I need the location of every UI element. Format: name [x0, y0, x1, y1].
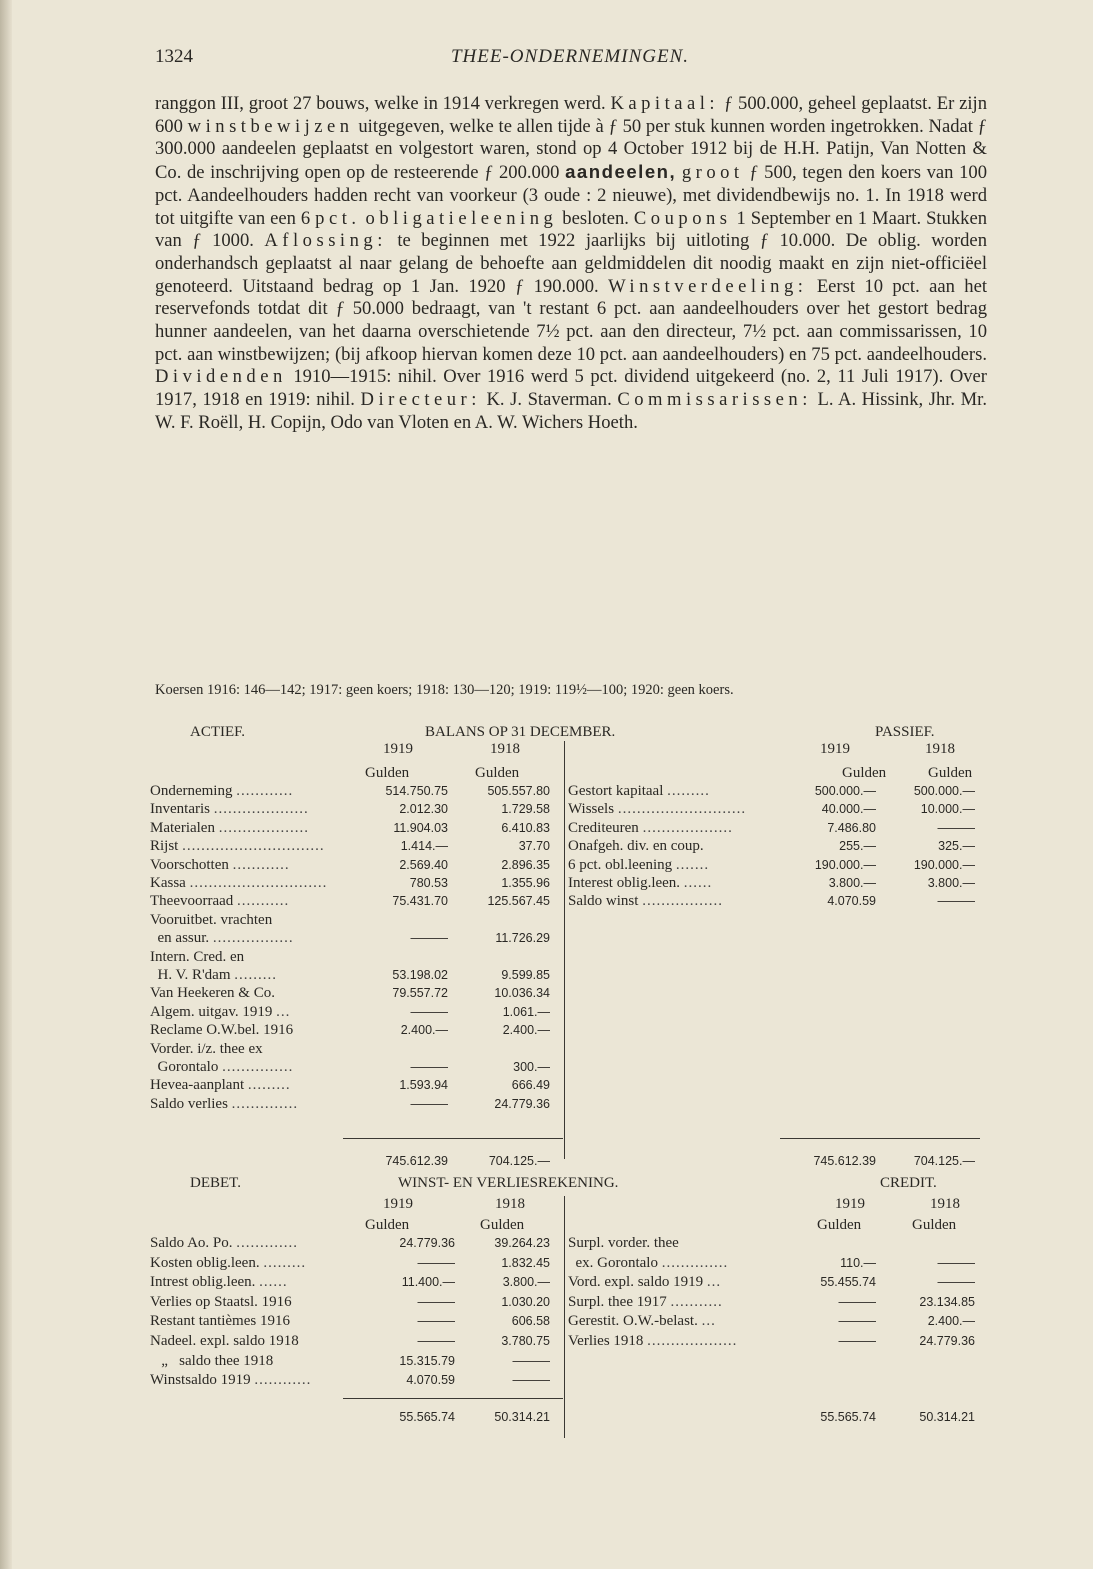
value-1918: 1.030.20 — [501, 1294, 550, 1309]
year-1918: 1918 — [490, 741, 520, 757]
text-run: ƒ 500, tegen den koers van 100 pct. Aandeelhouders hadden recht van voorkeur (3 oude : 2 nieuwe), met dividendbewijs no. 1. In 1918 werd tot uitgifte van een 6 — [155, 162, 987, 229]
text-run: L. A. Hissink, Jhr. Mr. W. F. Roëll, H. Copijn, Odo van Vloten en A. W. Wichers Hoeth. — [155, 389, 987, 433]
debet-label: DEBET. — [190, 1175, 241, 1191]
leader-dots: ............ — [254, 1372, 312, 1389]
running-title: THEE-ONDERNEMINGEN. — [450, 46, 689, 67]
value-1919: 4.070.59 — [827, 894, 876, 909]
text-run: 1 September en 1 Maart. Stukken van ƒ 1000. — [155, 207, 988, 252]
unit-gulden: Gulden — [365, 1217, 410, 1233]
row-label — [150, 986, 275, 1001]
text-run: 1910—1915: nihil. Over 1916 werd 5 pct. dividend uitgekeerd (no. 2, 11 Juli 1917). Over 1917, 1918 en 1919: nihil. — [155, 366, 987, 411]
year-1919: 1919 — [383, 1196, 413, 1212]
row-label — [150, 1236, 298, 1251]
actief-label: ACTIEF. — [190, 724, 246, 740]
leader-dots: ....... — [675, 856, 710, 873]
text-run: ƒ 500.000, geheel geplaatst. Er zijn 600 — [155, 93, 987, 137]
row-label — [150, 913, 272, 928]
value-1918: 10.000.— — [920, 802, 975, 817]
value-1918: 11.726.29 — [495, 931, 550, 946]
value-1918: 300.— — [513, 1060, 550, 1074]
row-label-text: Nadeel. expl. saldo 1918 — [150, 1333, 299, 1349]
spaced-label: Kapitaal: — [610, 93, 720, 114]
row-label-text: Gorontalo — [150, 1059, 219, 1075]
value-1918: 37.70 — [518, 839, 550, 854]
leader-dots: ................... — [218, 819, 309, 836]
row-label-text: Onafgeh. div. en coup. — [568, 838, 704, 855]
row-label-text: en assur. — [150, 930, 210, 947]
text-run: K. J. Staverman. — [486, 389, 612, 411]
value-1918: 500.000.— — [913, 784, 975, 798]
row-label-text: Gerestit. O.W.-belast. — [568, 1313, 698, 1330]
value-1919: 2.012.30 — [399, 802, 448, 817]
row-label — [150, 1060, 293, 1075]
value-1919: 15.315.79 — [399, 1353, 455, 1368]
unit-gulden: Gulden — [475, 765, 520, 781]
row-label — [150, 1023, 293, 1038]
text-run: Eerst 10 pct. aan het reservefonds totdat dit ƒ 50.000 bedraagt, van 't restant 6 pct. aan aandeelhouders over het gestort bedrag hunner aandeelen, van het daarna overschietende 7½ pct. aan den directeur, 7½ pct. aan commissarissen, 10 pct. aan winstbewijzen; (bij afkoop hiervan komen deze 10 pct. aan aandeelhouders) en 75 pct. aandeelhouders. — [155, 275, 988, 365]
row-label — [150, 802, 309, 817]
text-run: uitgegeven, welke te allen tijde à ƒ 50 per stuk kunnen worden ingetrokken. Nadat ƒ 300.000 aandeelen geplaatst en volgestort waren, stond op 4 October 1912 bij de H.H. Patijn, Van Notten & Co. de inschrijving open op de resteerende ƒ 200.000 — [155, 115, 987, 184]
leader-dots: ................. — [212, 930, 294, 947]
leader-dots: ................... — [642, 819, 733, 836]
leader-dots: ......... — [263, 1254, 307, 1271]
leader-dots: ......... — [667, 783, 710, 799]
value-1919: 4.070.59 — [406, 1373, 455, 1388]
value-1919: 75.431.70 — [392, 894, 448, 909]
actief-total-1919: 745.612.39 — [385, 1154, 448, 1168]
row-label-text: Algem. uitgav. 1919 — [150, 1003, 273, 1020]
row-label — [150, 1042, 263, 1057]
row-label-text: Vord. expl. saldo 1919 — [568, 1274, 704, 1291]
credit-label: CREDIT. — [880, 1175, 937, 1191]
leader-dots: ...... — [683, 875, 713, 891]
value-1919: 514.750.75 — [385, 784, 448, 798]
credit-total-1919: 55.565.74 — [820, 1410, 876, 1424]
value-1919: ——— — [417, 1314, 455, 1329]
leader-dots: ... — [276, 1003, 291, 1020]
year-1918: 1918 — [495, 1196, 525, 1212]
row-label — [568, 784, 710, 799]
value-1919: 40.000.— — [821, 802, 876, 817]
row-label-text: Verlies op Staatsl. 1916 — [150, 1293, 292, 1310]
column-divider — [564, 741, 565, 1159]
value-1919: 2.569.40 — [399, 857, 448, 872]
row-label-text: Surpl. thee 1917 — [568, 1293, 667, 1310]
text-run: ranggon III, groot 27 bouws, welke in 1914 verkregen werd. — [155, 93, 606, 114]
value-1918: 6.410.83 — [501, 820, 550, 835]
leader-dots: .................... — [213, 801, 309, 818]
value-1919: 7.486.80 — [827, 820, 876, 835]
spaced-label: obligatieleening — [365, 207, 558, 229]
leader-dots: ................... — [647, 1333, 738, 1349]
row-label — [150, 1097, 298, 1112]
row-label — [568, 894, 723, 909]
row-label-text: Hevea-aanplant — [150, 1077, 245, 1094]
row-label — [150, 821, 309, 836]
unit-gulden: Gulden — [817, 1217, 862, 1233]
value-1919: ——— — [410, 931, 448, 946]
row-label — [568, 1295, 723, 1310]
year-1918: 1918 — [930, 1196, 960, 1212]
row-label-text: 6 pct. obl.leening — [568, 856, 673, 873]
value-1918: ——— — [937, 1275, 975, 1290]
row-label-text: Intrest oblig.leen. — [150, 1274, 256, 1291]
passief-label: PASSIEF. — [875, 724, 935, 740]
row-label — [568, 858, 709, 873]
leader-dots: ......... — [234, 967, 277, 983]
row-label-text: Reclame O.W.bel. 1916 — [150, 1022, 294, 1039]
row-label-text: Van Heekeren & Co. — [150, 985, 275, 1002]
spaced-label: winstbewijzen — [187, 115, 354, 137]
debet-total-1919: 55.565.74 — [399, 1410, 455, 1424]
year-1918: 1918 — [925, 741, 955, 757]
value-1918: 24.779.36 — [494, 1096, 550, 1111]
leader-dots: .............................. — [182, 838, 325, 855]
leader-dots: ... — [701, 1313, 716, 1330]
value-1919: ——— — [410, 1096, 448, 1111]
value-1918: 1.832.45 — [501, 1255, 550, 1270]
value-1919: ——— — [417, 1294, 455, 1309]
total-rule — [343, 1138, 563, 1139]
value-1918: 3.800.— — [502, 1275, 550, 1290]
credit-total-1918: 50.314.21 — [919, 1410, 975, 1424]
value-1919: 190.000.— — [814, 857, 876, 872]
leader-dots: .............. — [231, 1095, 299, 1112]
value-1919: ——— — [838, 1334, 876, 1348]
value-1918: ——— — [512, 1373, 550, 1388]
row-label — [150, 1078, 291, 1093]
unit-gulden: Gulden — [912, 1217, 957, 1233]
row-label-text: Onderneming — [150, 783, 233, 799]
value-1918: 505.557.80 — [487, 784, 550, 798]
value-1918: 325.— — [938, 839, 975, 854]
row-label — [150, 1354, 273, 1369]
value-1918: ——— — [937, 894, 975, 909]
row-label-text: Vooruitbet. vrachten — [150, 911, 273, 928]
value-1919: ——— — [410, 1004, 448, 1019]
balance-title: BALANS OP 31 DECEMBER. — [425, 724, 616, 740]
row-label — [150, 1373, 311, 1388]
row-label-text: Interest oblig.leen. — [568, 875, 681, 891]
leader-dots: ...... — [259, 1274, 288, 1291]
row-label — [150, 876, 327, 891]
value-1919: 500.000.— — [814, 784, 876, 798]
value-1919: 255.— — [839, 839, 876, 854]
value-1918: 1.729.58 — [501, 802, 550, 817]
row-label — [568, 1334, 737, 1349]
row-label — [150, 839, 325, 854]
row-label — [150, 1256, 306, 1271]
row-label-text: Winstsaldo 1919 — [150, 1372, 251, 1389]
value-1919: ——— — [838, 1294, 876, 1309]
spaced-label: pct. — [315, 207, 361, 229]
value-1919: ——— — [417, 1255, 455, 1270]
row-label — [150, 931, 294, 946]
value-1919: 11.400.— — [401, 1275, 455, 1290]
actief-total-1918: 704.125.— — [488, 1154, 550, 1168]
page-edge — [0, 0, 12, 1569]
value-1918: ——— — [512, 1353, 550, 1368]
leader-dots: ............ — [232, 856, 290, 873]
row-label-text: Crediteuren — [568, 819, 639, 836]
spaced-label: Winstverdeeling: — [608, 275, 808, 297]
row-label-text: Saldo Ao. Po. — [150, 1235, 233, 1251]
spaced-label: Dividenden — [155, 366, 287, 388]
spaced-label: Directeur: — [360, 389, 481, 411]
row-label-text: Surpl. vorder. thee — [568, 1235, 679, 1251]
value-1918: 190.000.— — [913, 857, 975, 872]
row-label-text: Rijst — [150, 838, 179, 855]
leader-dots: ............................. — [189, 875, 328, 891]
unit-gulden: Gulden — [480, 1217, 525, 1233]
value-1918: ——— — [937, 820, 975, 835]
row-label-text: Saldo winst — [568, 893, 639, 910]
row-label-text: Intern. Cred. en — [150, 948, 245, 965]
passief-total-1919: 745.612.39 — [813, 1154, 876, 1168]
column-divider — [564, 1196, 565, 1438]
leader-dots: ................. — [642, 893, 723, 910]
value-1919: 110.— — [840, 1255, 876, 1270]
value-1919: 53.198.02 — [392, 968, 448, 982]
row-label — [568, 839, 704, 854]
value-1918: 2.896.35 — [501, 857, 550, 872]
row-label-text: Voorschotten — [150, 856, 229, 873]
row-label-text: Kosten oblig.leen. — [150, 1254, 260, 1271]
leader-dots: ... — [706, 1274, 722, 1291]
row-label-text: Restant tantièmes 1916 — [150, 1313, 290, 1330]
value-1918: 3.780.75 — [501, 1334, 550, 1348]
leader-dots: ............. — [236, 1235, 299, 1251]
value-1918: 23.134.85 — [919, 1294, 975, 1309]
row-label-text: Gestort kapitaal — [568, 783, 664, 799]
value-1919: 3.800.— — [828, 876, 876, 890]
bold-label: aandeelen, — [565, 161, 677, 183]
leader-dots: ......... — [247, 1077, 291, 1094]
value-1918: ——— — [937, 1255, 975, 1270]
row-label-text: Materialen — [150, 819, 215, 836]
passief-total-1918: 704.125.— — [913, 1154, 975, 1168]
row-label — [568, 1256, 728, 1271]
spaced-label: groot — [681, 162, 744, 184]
unit-gulden: Gulden — [928, 765, 973, 781]
row-label-text: Kassa — [150, 875, 186, 891]
value-1918: 1.061.— — [502, 1004, 550, 1019]
row-label — [568, 876, 712, 891]
leader-dots: ............ — [236, 783, 294, 799]
koersen-line: Koersen 1916: 146—142; 1917: geen koers; 1918: 130—120; 1919: 119½—100; 1920: geen koers. — [155, 682, 734, 698]
value-1919: 1.593.94 — [399, 1078, 448, 1093]
row-label — [150, 894, 289, 909]
spaced-label: Aflossing: — [264, 230, 387, 252]
unit-gulden: Gulden — [842, 765, 887, 781]
page-header — [155, 46, 985, 72]
value-1918: 2.400.— — [927, 1314, 975, 1329]
year-1919: 1919 — [820, 741, 850, 757]
spaced-label: Coupons — [633, 207, 732, 229]
row-label-text: Wissels — [568, 801, 615, 818]
unit-gulden: Gulden — [365, 765, 410, 781]
spaced-label: Commissarissen: — [617, 389, 812, 411]
text-run: besloten. — [562, 207, 629, 229]
value-1918: 125.567.45 — [487, 894, 550, 909]
row-label — [150, 950, 244, 965]
value-1919: 79.557.72 — [392, 986, 448, 1001]
leader-dots: ............... — [222, 1059, 294, 1075]
value-1918: 666.49 — [511, 1078, 550, 1093]
row-label-text: ex. Gorontalo — [568, 1254, 658, 1271]
value-1919: 55.455.74 — [820, 1275, 876, 1290]
leader-dots: ........... — [237, 893, 290, 910]
row-label-text: „ saldo thee 1918 — [150, 1352, 274, 1369]
debet-total-1918: 50.314.21 — [494, 1410, 550, 1424]
value-1918: 606.58 — [511, 1314, 550, 1329]
row-label — [568, 821, 733, 836]
row-label — [568, 1275, 721, 1290]
row-label — [150, 1295, 292, 1310]
row-label — [150, 784, 293, 799]
company-description — [155, 93, 987, 435]
value-1918: 9.599.85 — [501, 968, 550, 982]
row-label — [150, 1334, 299, 1349]
row-label — [150, 1314, 290, 1329]
text-run: te beginnen met 1922 jaarlijks bij uitloting ƒ 10.000. De oblig. worden onderhandsch geplaatst al naar gelang de behoefte aan geldmiddelen dit noodig maakt en zijn niet-officiëel genoteerd. Uitstaand bedrag op 1 Jan. 1920 ƒ 190.000. — [155, 230, 987, 297]
total-rule — [780, 1138, 980, 1139]
value-1919: ——— — [410, 1060, 448, 1074]
row-label — [150, 858, 290, 873]
row-label-text: Saldo verlies — [150, 1095, 228, 1112]
value-1918: 24.779.36 — [919, 1334, 975, 1348]
row-label — [568, 802, 746, 817]
row-label-text: Verlies 1918 — [568, 1333, 644, 1349]
total-rule — [343, 1398, 563, 1399]
row-label-text: H. V. R'dam — [150, 967, 231, 983]
value-1919: 11.904.03 — [393, 820, 448, 835]
value-1918: 3.800.— — [927, 876, 975, 890]
row-label — [150, 1005, 290, 1020]
leader-dots: .............. — [661, 1254, 729, 1271]
value-1919: ——— — [417, 1334, 455, 1348]
page-number: 1324 — [155, 46, 193, 67]
row-label — [568, 1314, 716, 1329]
value-1919: 780.53 — [409, 876, 448, 890]
row-label — [568, 1236, 679, 1251]
pl-title: WINST- EN VERLIESREKENING. — [398, 1175, 619, 1191]
row-label-text: Vorder. i/z. thee ex — [150, 1040, 263, 1057]
value-1919: 2.400.— — [400, 1023, 448, 1038]
leader-dots: ........................... — [617, 801, 747, 818]
row-label — [150, 968, 277, 983]
value-1918: 10.036.34 — [494, 986, 550, 1001]
value-1918: 2.400.— — [502, 1023, 550, 1038]
year-1919: 1919 — [383, 741, 413, 757]
row-label-text: Theevoorraad — [150, 893, 234, 910]
value-1919: 24.779.36 — [399, 1236, 455, 1250]
leader-dots: ........... — [670, 1293, 723, 1310]
description-paragraph — [155, 93, 987, 435]
value-1919: ——— — [838, 1314, 876, 1329]
value-1918: 1.355.96 — [501, 876, 550, 890]
value-1918: 39.264.23 — [494, 1236, 550, 1250]
row-label-text: Inventaris — [150, 801, 210, 818]
value-1919: 1.414.— — [400, 839, 448, 854]
row-label — [150, 1275, 288, 1290]
year-1919: 1919 — [835, 1196, 865, 1212]
